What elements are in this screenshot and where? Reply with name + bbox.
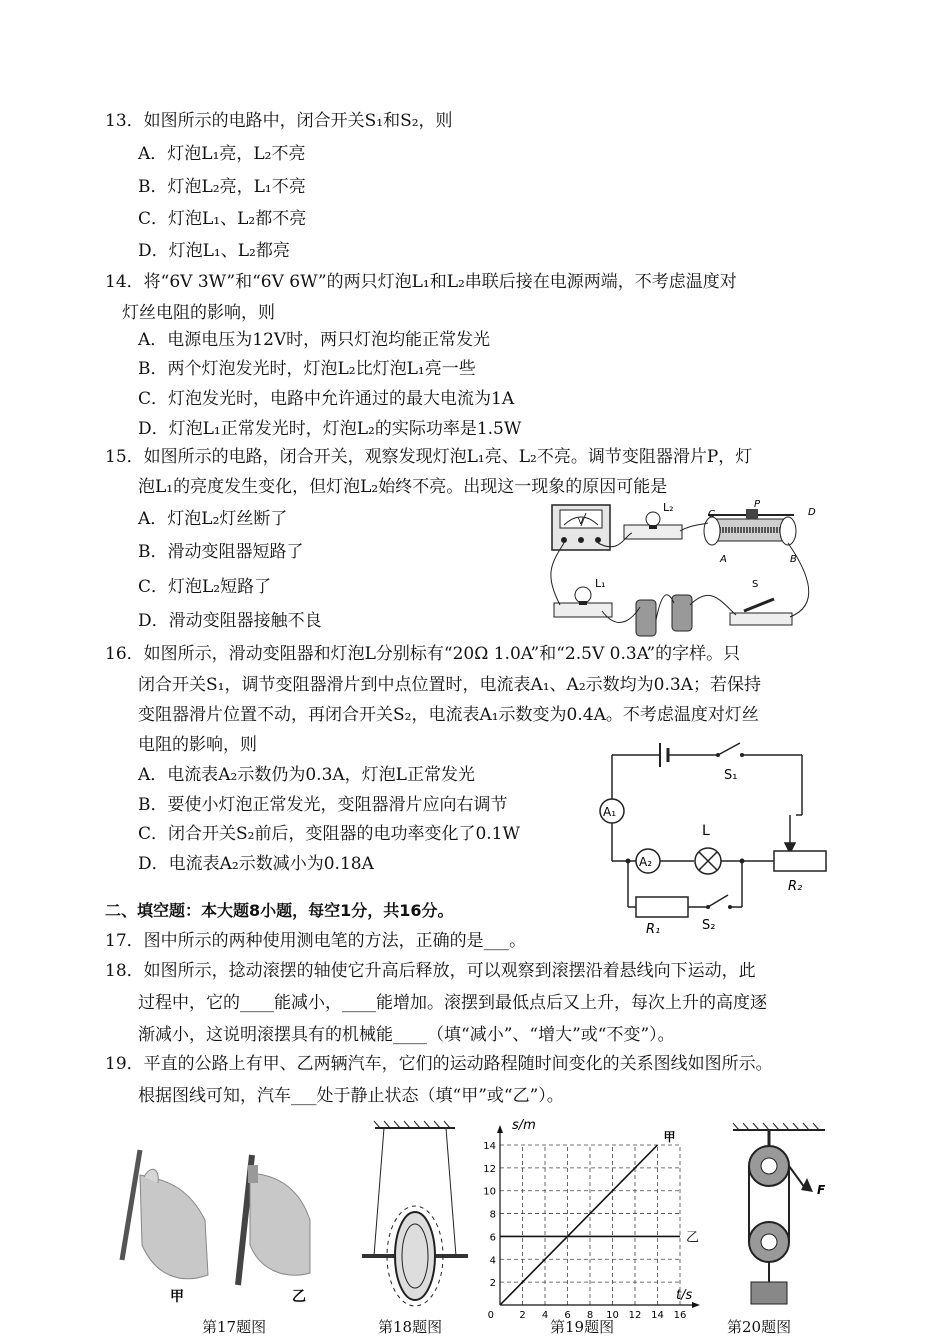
q18-line1: 18．如图所示，捻动滚摆的轴使它升高后释放，可以观察到滚摆沿着悬线向下运动，此 [105, 961, 756, 981]
fig15-l2-label: L₂ [663, 501, 674, 514]
section-2-heading: 二、填空题：本大题8小题，每空1分，共16分。 [105, 901, 454, 920]
q15-option-d: D．滑动变阻器接触不良 [138, 611, 322, 631]
q16-stem-line2: 闭合开关S₁，调节变阻器滑片到中点位置时，电流表A₁、A₂示数均为0.3A；若保持 [138, 675, 761, 695]
q14-option-b: B．两个灯泡发光时，灯泡L₂比灯泡L₁亮一些 [138, 359, 476, 379]
fig15-s-label: S [752, 579, 759, 590]
fig20-caption: 第20题图 [727, 1318, 792, 1336]
fig15-l1-label: L₁ [595, 577, 606, 590]
q13-option-a: A．灯泡L₁亮，L₂不亮 [138, 144, 306, 164]
q16-stem-line4: 电阻的影响，则 [138, 735, 257, 755]
fig15-v-label: V [578, 517, 584, 526]
fig15-b-label: B [790, 554, 797, 565]
x-tick-label: 6 [564, 1310, 571, 1320]
fig15-d-label: D [808, 507, 816, 518]
y-tick-label: 2 [489, 1278, 496, 1290]
fig15-c-label: C [708, 509, 715, 520]
q18-line2: 过程中，它的____能减小，____能增加。滚摆到最低点后又上升，每次上升的高度逐 [138, 993, 767, 1013]
y-tick-label: 12 [483, 1163, 496, 1175]
fig18-caption: 第18题图 [378, 1318, 443, 1336]
y-tick-label: 14 [483, 1141, 496, 1152]
fig19-st-graph [478, 1115, 718, 1320]
origin-label: 0 [487, 1310, 494, 1320]
fig16-r2-label: R₂ [788, 879, 803, 894]
fig17-test-pen-photos [110, 1135, 320, 1315]
q15-option-c: C．灯泡L₂短路了 [138, 577, 272, 597]
q13-option-d: D．灯泡L₁、L₂都亮 [138, 241, 290, 261]
q18-line3: 渐减小，这说明滚摆具有的机械能____（填“减小”、“增大”或“不变”）。 [138, 1025, 675, 1045]
y-axis-label: s/m [512, 1118, 536, 1133]
fig15-a-label: A [720, 554, 727, 565]
q13-option-c: C．灯泡L₁、L₂都不亮 [138, 209, 307, 229]
fig16-s2-label: S₂ [702, 918, 716, 933]
q16-option-a: A．电流表A₂示数仍为0.3A，灯泡L正常发光 [138, 765, 475, 785]
x-tick-label: 16 [673, 1310, 687, 1320]
q14-stem-line2: 灯丝电阻的影响，则 [122, 303, 275, 323]
fig17-right-hand-image [238, 1155, 310, 1285]
y-tick-label: 10 [483, 1186, 496, 1198]
fig16-a1-label: A₁ [603, 805, 617, 819]
q14-stem-line1: 14．将“6V 3W”和“6V 6W”的两只灯泡L₁和L₂串联后接在电源两端，不考虑温度对 [105, 272, 737, 292]
q13-option-b: B．灯泡L₂亮，L₁不亮 [138, 177, 306, 197]
q15-circuit-figure [540, 495, 840, 645]
q16-option-d: D．电流表A₂示数减小为0.18A [138, 854, 374, 874]
x-axis-arrow [692, 1302, 700, 1308]
q13-stem: 13．如图所示的电路中，闭合开关S₁和S₂，则 [105, 111, 453, 131]
x-tick-label: 10 [606, 1310, 619, 1320]
fig17-caption: 第17题图 [202, 1318, 267, 1336]
fig16-l-label: L [702, 823, 710, 839]
series-label-jia: 甲 [663, 1130, 676, 1144]
x-tick-label: 12 [628, 1310, 642, 1320]
q16-stem-line3: 变阻器滑片位置不动，再闭合开关S₂，电流表A₁示数变为0.4A。不考虑温度对灯丝 [138, 705, 759, 725]
fig16-r1-label: R₁ [646, 922, 661, 935]
x-tick-label: 14 [651, 1310, 664, 1320]
q16-option-c: C．闭合开关S₂前后，变阻器的电功率变化了0.1W [138, 824, 520, 844]
fig17-left-hand-image [122, 1150, 208, 1279]
x-axis-label: t/s [676, 1288, 693, 1303]
q16-stem-line1: 16．如图所示，滑动变阻器和灯泡L分别标有“20Ω 1.0A”和“2.5V 0.3A”的字样。只 [105, 644, 741, 664]
q15-option-b: B．滑动变阻器短路了 [138, 542, 304, 562]
series-label-yi: 乙 [686, 1230, 700, 1246]
q15-stem-line2: 泡L₁的亮度发生变化，但灯泡L₂始终不亮。出现这一现象的原因可能是 [138, 477, 668, 497]
series-line-jia [500, 1145, 658, 1305]
q14-option-d: D．灯泡L₁正常发光时，灯泡L₂的实际功率是1.5W [138, 419, 522, 439]
fig17-left-label: 甲 [170, 1289, 184, 1305]
q19-line2: 根据图线可知，汽车___处于静止状态（填“甲”或“乙”）。 [138, 1086, 564, 1106]
x-tick-label: 8 [586, 1310, 594, 1320]
y-tick-label: 4 [489, 1255, 496, 1267]
y-tick-label: 6 [489, 1232, 496, 1244]
fig17-right-label: 乙 [292, 1289, 306, 1305]
x-tick-label: 4 [541, 1310, 549, 1320]
fig20-force-label: F [817, 1183, 826, 1197]
q15-stem-line1: 15．如图所示的电路，闭合开关，观察发现灯泡L₁亮、L₂不亮。调节变阻器滑片P，灯 [105, 447, 753, 467]
y-axis-arrow [497, 1125, 503, 1133]
q17-text: 17．图中所示的两种使用测电笔的方法，正确的是___。 [105, 931, 527, 951]
q15-option-a: A．灯泡L₂灯丝断了 [138, 509, 288, 529]
x-tick-label: 2 [519, 1310, 526, 1320]
y-tick-label: 8 [489, 1209, 496, 1221]
fig20-pulley [725, 1120, 835, 1315]
fig18-maxwell-wheel [360, 1118, 470, 1318]
fig15-p-label: P [754, 499, 761, 510]
fig19-caption: 第19题图 [550, 1318, 615, 1336]
q16-option-b: B．要使小灯泡正常发光，变阻器滑片应向右调节 [138, 795, 508, 815]
fig16-s1-label: S₁ [724, 768, 738, 783]
q16-circuit-diagram [590, 735, 840, 935]
q14-option-c: C．灯泡发光时，电路中允许通过的最大电流为1A [138, 389, 515, 409]
q19-line1: 19．平直的公路上有甲、乙两辆汽车，它们的运动路程随时间变化的关系图线如图所示。 [105, 1054, 773, 1074]
q14-option-a: A．电源电压为12V时，两只灯泡均能正常发光 [138, 330, 491, 350]
fig16-a2-label: A₂ [639, 855, 653, 869]
